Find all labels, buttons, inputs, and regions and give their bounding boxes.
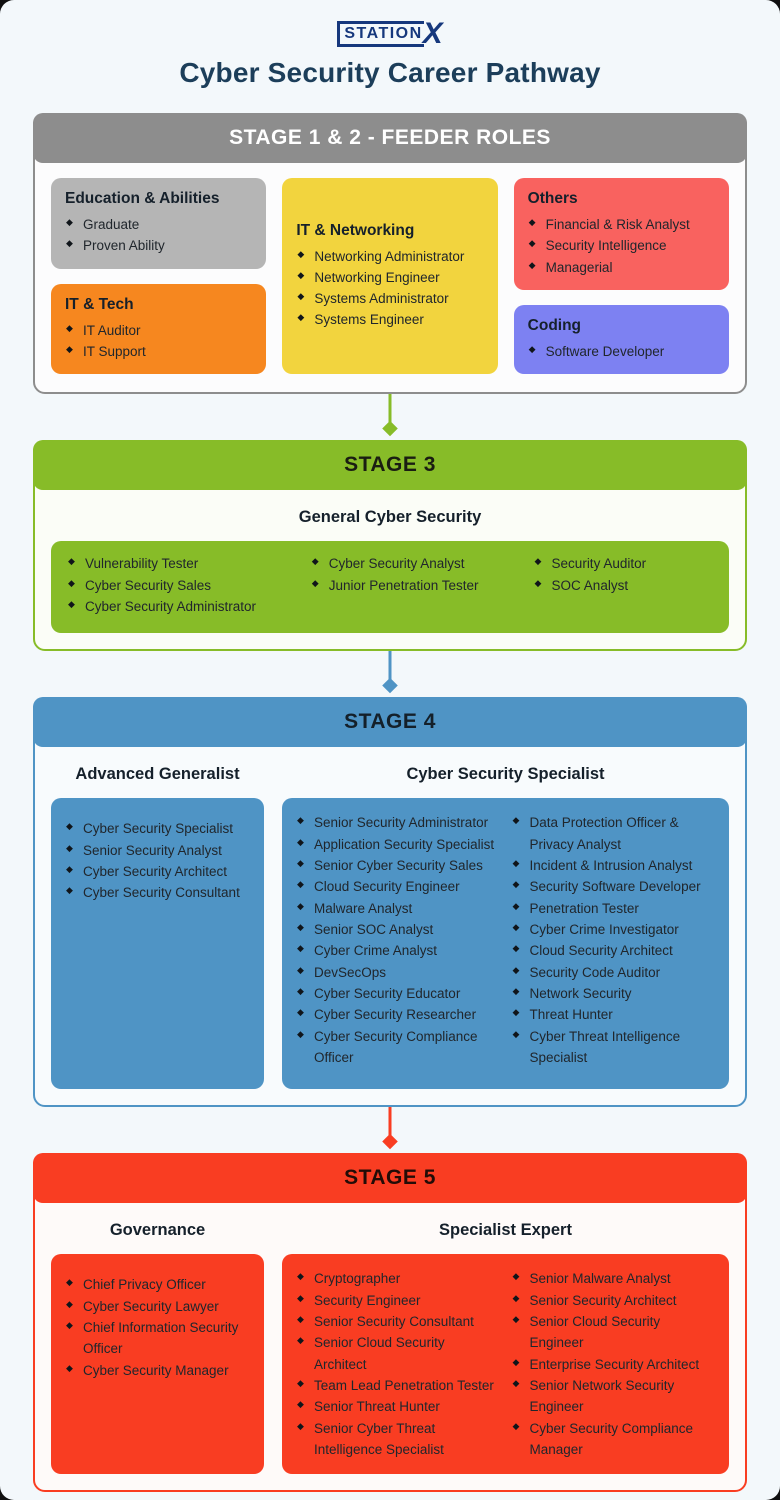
connector-stage4 (33, 651, 747, 697)
stage-4-body (35, 747, 745, 1105)
role-item: ◆ Cyber Security Compliance Manager (512, 1418, 716, 1461)
role-item: ◆ Graduate (65, 214, 252, 235)
role-item: ◆ Senior Security Architect (512, 1290, 716, 1311)
advanced-generalist-section (51, 759, 264, 1089)
role-item: ◆ Systems Administrator (296, 288, 483, 309)
role-item: ◆ Networking Administrator (296, 246, 483, 267)
role-list (296, 1268, 500, 1460)
role-item: ◆ Cyber Security Specialist (65, 818, 250, 839)
connector-stage3 (33, 394, 747, 440)
role-item: ◆ Threat Hunter (512, 1004, 716, 1025)
role-item: ◆ Software Developer (528, 341, 715, 362)
role-list (65, 1274, 250, 1381)
role-item: ◆ Senior Cyber Security Sales (296, 855, 500, 876)
role-item: ◆ Cyber Crime Analyst (296, 940, 500, 961)
connector-stage5 (33, 1107, 747, 1153)
stage-3-subtitle: General Cyber Security (298, 508, 482, 527)
role-list (296, 812, 500, 1075)
role-item: ◆ SOC Analyst (534, 575, 713, 596)
role-item: ◆ Cyber Security Compliance Officer (296, 1026, 500, 1069)
role-item: ◆ Chief Information Security Officer (65, 1317, 250, 1360)
section-title: Specialist Expert (439, 1221, 572, 1240)
role-item: ◆ Incident & Intrusion Analyst (512, 855, 716, 876)
group-title: IT & Tech (65, 295, 134, 313)
stage-5-body (35, 1203, 745, 1490)
role-item: ◆ Cloud Security Engineer (296, 876, 500, 897)
role-item: ◆ Senior Network Security Engineer (512, 1375, 716, 1418)
role-item: ◆ Systems Engineer (296, 309, 483, 330)
role-item: ◆ Proven Ability (65, 235, 252, 256)
stationx-logo (337, 17, 443, 50)
stage-4-section (33, 697, 747, 1107)
group-title: Education & Abilities (65, 190, 220, 207)
cyber-security-specialist-section (282, 759, 729, 1089)
role-item: ◆ Cyber Security Analyst (311, 553, 524, 574)
role-item: ◆ Malware Analyst (296, 898, 500, 919)
stage-4-header: STAGE 4 (33, 697, 747, 747)
role-item: ◆ Senior Security Administrator (296, 812, 500, 833)
it-networking-box (282, 178, 497, 374)
role-item: ◆ Security Engineer (296, 1290, 500, 1311)
role-item: ◆ Network Security (512, 983, 716, 1004)
role-item: ◆ Cyber Security Manager (65, 1360, 250, 1381)
role-item: ◆ Cloud Security Architect (512, 940, 716, 961)
page-title: Cyber Security Career Pathway (179, 57, 601, 88)
specialist-expert-box (282, 1254, 729, 1474)
role-item: ◆ Enterprise Security Architect (512, 1354, 716, 1375)
role-item: ◆ Senior Malware Analyst (512, 1268, 716, 1289)
cyber-security-specialist-box (282, 798, 729, 1089)
stage-1-2-section (33, 113, 747, 394)
role-item: ◆ Senior Security Consultant (296, 1311, 500, 1332)
role-item: ◆ Cyber Security Architect (65, 861, 250, 882)
role-list (65, 214, 252, 257)
role-item: ◆ Senior Cloud Security Architect (296, 1332, 500, 1375)
governance-box (51, 1254, 264, 1474)
role-list (512, 812, 716, 1075)
stage-1-2-header: STAGE 1 & 2 - FEEDER ROLES (33, 113, 747, 163)
role-list (65, 320, 252, 363)
role-item: ◆ Senior Security Analyst (65, 840, 250, 861)
role-list (534, 553, 713, 617)
role-item: ◆ Cyber Security Consultant (65, 882, 250, 903)
role-item: ◆ Cyber Crime Investigator (512, 919, 716, 940)
logo-x-text: X (422, 17, 443, 50)
role-list (512, 1268, 716, 1460)
stage-5-section (33, 1153, 747, 1492)
role-item: ◆ Application Security Specialist (296, 834, 500, 855)
section-title: Advanced Generalist (75, 765, 240, 784)
connector-diamond-icon (382, 421, 398, 437)
group-title: Coding (527, 316, 582, 334)
role-list (528, 214, 715, 278)
connector-diamond-icon (382, 1134, 398, 1150)
role-list (296, 246, 483, 331)
role-item: ◆ Managerial (528, 257, 715, 278)
role-item: ◆ Vulnerability Tester (67, 553, 301, 574)
logo-station-text: STATION (337, 21, 423, 47)
role-list (311, 553, 524, 617)
role-item: ◆ Cyber Security Sales (67, 575, 301, 596)
advanced-generalist-box (51, 798, 264, 1089)
role-item: ◆ Senior Threat Hunter (296, 1396, 500, 1417)
coding-box (514, 305, 729, 374)
role-item: ◆ Chief Privacy Officer (65, 1274, 250, 1295)
role-list (65, 818, 250, 903)
role-list (528, 341, 715, 362)
role-item: ◆ Networking Engineer (296, 267, 483, 288)
role-item: ◆ Cyber Threat Intelligence Specialist (512, 1026, 716, 1069)
stage-1-2-column-left (51, 178, 266, 374)
role-item: ◆ Senior Cloud Security Engineer (512, 1311, 716, 1354)
role-item: ◆ Cyber Security Researcher (296, 1004, 500, 1025)
group-title: IT & Networking (296, 221, 415, 239)
stage-3-body (35, 490, 745, 649)
role-item: ◆ Security Code Auditor (512, 962, 716, 983)
role-item: ◆ IT Auditor (65, 320, 252, 341)
role-item: ◆ Security Intelligence (528, 235, 715, 256)
role-item: ◆ Security Auditor (534, 553, 713, 574)
stage-1-2-column-middle (282, 178, 497, 374)
role-item: ◆ Penetration Tester (512, 898, 716, 919)
role-item: ◆ Security Software Developer (512, 876, 716, 897)
others-box (514, 178, 729, 290)
connector-diamond-icon (382, 678, 398, 694)
section-title: Cyber Security Specialist (406, 765, 605, 784)
role-item: ◆ Junior Penetration Tester (311, 575, 524, 596)
role-item: ◆ Cyber Security Educator (296, 983, 500, 1004)
role-item: ◆ Cyber Security Administrator (67, 596, 301, 617)
stage-3-section (33, 440, 747, 651)
group-title: Others (527, 190, 578, 207)
education-abilities-box (51, 178, 266, 269)
governance-section (51, 1215, 264, 1474)
it-tech-box (51, 284, 266, 375)
stage-3-header: STAGE 3 (33, 440, 747, 490)
role-item: ◆ Financial & Risk Analyst (528, 214, 715, 235)
section-title: Governance (109, 1221, 206, 1240)
role-item: ◆ Cryptographer (296, 1268, 500, 1289)
stage-1-2-body (35, 163, 745, 392)
role-item: ◆ Cyber Security Lawyer (65, 1296, 250, 1317)
role-item: ◆ Senior Cyber Threat Intelligence Specialist (296, 1418, 500, 1461)
role-item: ◆ Senior SOC Analyst (296, 919, 500, 940)
role-item: ◆ DevSecOps (296, 962, 500, 983)
role-item: ◆ IT Support (65, 341, 252, 362)
role-list (67, 553, 301, 617)
general-cyber-security-box (51, 541, 729, 633)
role-item: ◆ Data Protection Officer & Privacy Analyst (512, 812, 716, 855)
stage-5-header: STAGE 5 (33, 1153, 747, 1203)
specialist-expert-section (282, 1215, 729, 1474)
role-item: ◆ Team Lead Penetration Tester (296, 1375, 500, 1396)
page-header (0, 0, 780, 113)
stage-1-2-column-right (514, 178, 729, 374)
